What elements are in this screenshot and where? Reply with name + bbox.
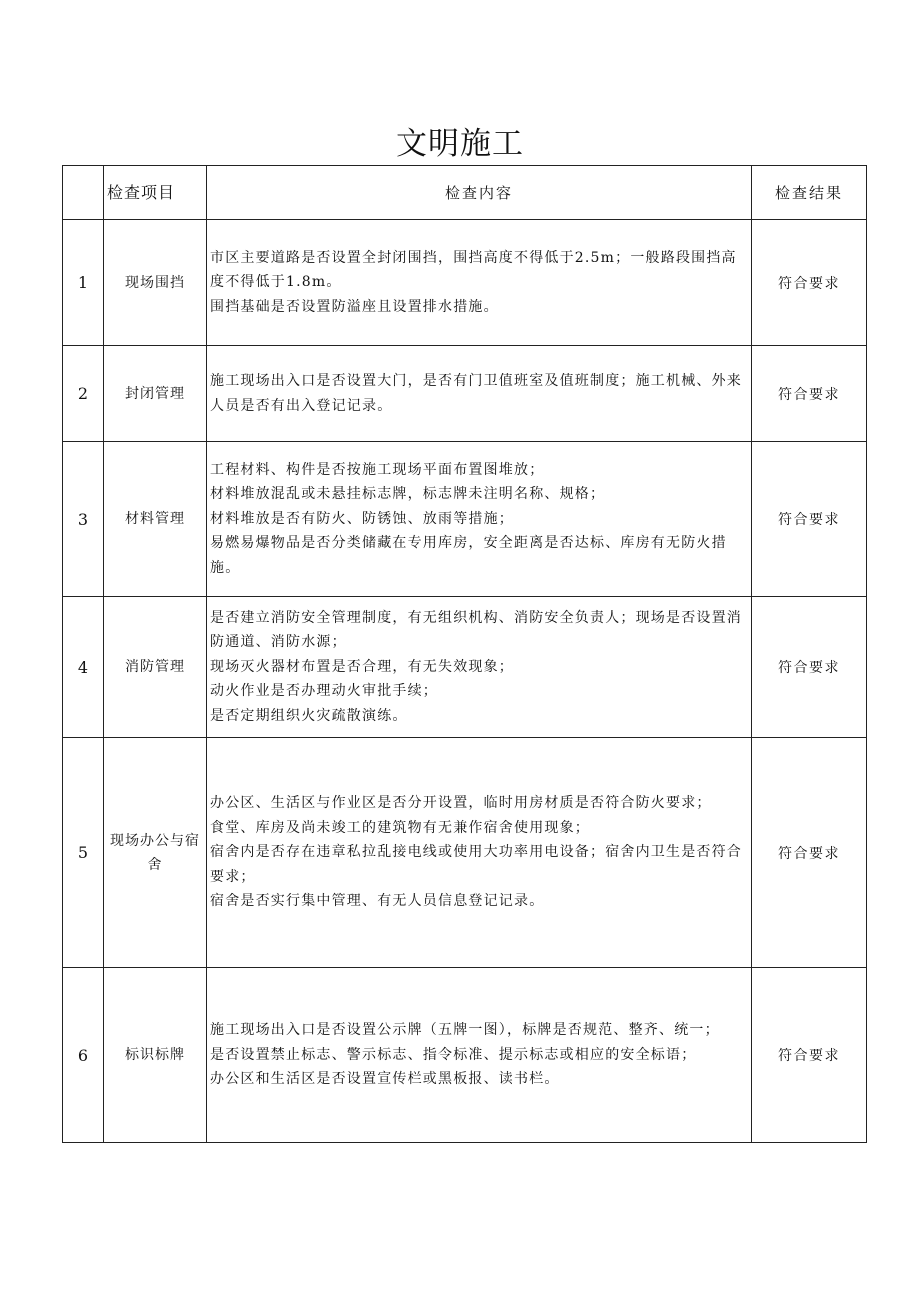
content-line: 动火作业是否办理动火审批手续； <box>210 683 438 700</box>
table-row <box>63 738 867 968</box>
row-number: 2 <box>63 346 104 442</box>
table-row <box>63 597 867 738</box>
row-item: 封闭管理 <box>104 346 207 442</box>
row-item: 消防管理 <box>104 597 207 738</box>
content-line: 办公区、生活区与作业区是否分开设置，临时用房材质是否符合防火要求； <box>210 795 712 812</box>
content-line: 施工现场出入口是否设置公示牌（五牌一图），标牌是否规范、整齐、统一； <box>210 1022 720 1039</box>
table-row <box>63 346 867 442</box>
row-item: 材料管理 <box>104 442 207 597</box>
content-line: 市区主要道路是否设置全封闭围挡，围挡高度不得低于2.5m；一般路段围挡高度不得低于1.8m。 <box>210 249 737 291</box>
header-result: 检查结果 <box>752 166 867 220</box>
table-row <box>63 220 867 346</box>
header-item: 检查项目 <box>104 166 207 220</box>
row-content <box>207 220 752 346</box>
content-line: 是否建立消防安全管理制度，有无组织机构、消防安全负责人；现场是否设置消防通道、消防水源； <box>210 609 742 651</box>
row-result: 符合要求 <box>752 968 867 1143</box>
row-content <box>207 597 752 738</box>
content-line: 是否设置禁止标志、警示标志、指令标准、提示标志或相应的安全标语； <box>210 1046 697 1063</box>
content-line: 材料堆放混乱或未悬挂标志牌，标志牌未注明名称、规格； <box>210 486 606 503</box>
row-content <box>207 442 752 597</box>
header-row <box>63 166 867 220</box>
content-line: 现场灭火器材布置是否合理，有无失效现象； <box>210 658 514 675</box>
row-number: 6 <box>63 968 104 1143</box>
row-result: 符合要求 <box>752 597 867 738</box>
page-title: 文明施工 <box>396 126 524 162</box>
row-number: 3 <box>63 442 104 597</box>
content-line: 围挡基础是否设置防溢座且设置排水措施。 <box>210 298 499 315</box>
content-line: 是否定期组织火灾疏散演练。 <box>210 707 408 724</box>
content-line: 办公区和生活区是否设置宣传栏或黑板报、读书栏。 <box>210 1071 560 1088</box>
row-item: 标识标牌 <box>104 968 207 1143</box>
row-result: 符合要求 <box>752 220 867 346</box>
row-item: 现场围挡 <box>104 220 207 346</box>
row-item: 现场办公与宿舍 <box>104 738 207 968</box>
content-line: 食堂、库房及尚未竣工的建筑物有无兼作宿舍使用现象； <box>210 819 590 836</box>
row-content <box>207 738 752 968</box>
row-result: 符合要求 <box>752 346 867 442</box>
row-content <box>207 968 752 1143</box>
row-number: 1 <box>63 220 104 346</box>
header-content: 检查内容 <box>207 166 752 220</box>
table-row <box>63 968 867 1143</box>
content-line: 施工现场出入口是否设置大门，是否有门卫值班室及值班制度；施工机械、外来人员是否有出入登记记录。 <box>210 373 742 414</box>
row-number: 4 <box>63 597 104 738</box>
content-line: 工程材料、构件是否按施工现场平面布置图堆放； <box>210 461 545 478</box>
content-line: 宿舍是否实行集中管理、有无人员信息登记记录。 <box>210 893 545 910</box>
row-number: 5 <box>63 738 104 968</box>
content-line: 材料堆放是否有防火、防锈蚀、放雨等措施； <box>210 510 514 527</box>
row-result: 符合要求 <box>752 442 867 597</box>
content-line: 易燃易爆物品是否分类储藏在专用库房，安全距离是否达标、库房有无防火措施。 <box>210 535 727 576</box>
row-content <box>207 346 752 442</box>
row-result: 符合要求 <box>752 738 867 968</box>
header-no-cell <box>63 166 104 220</box>
table-row <box>63 442 867 597</box>
inspection-table <box>62 165 867 1143</box>
content-line: 宿舍内是否存在违章私拉乱接电线或使用大功率用电设备；宿舍内卫生是否符合要求； <box>210 844 742 885</box>
